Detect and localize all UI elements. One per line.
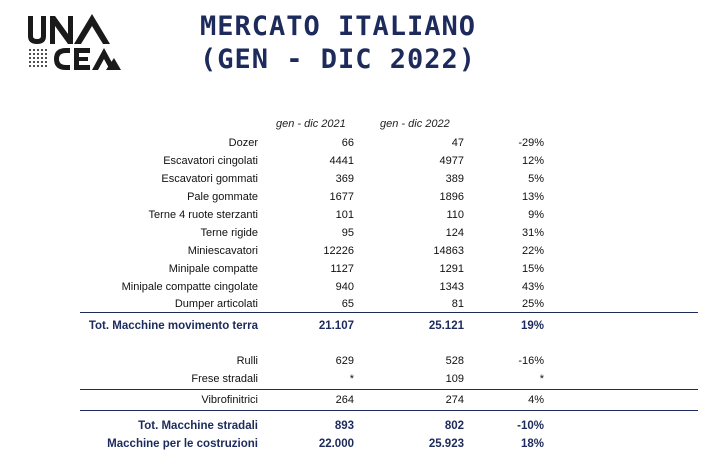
value-2022: 1896	[439, 191, 464, 203]
divider	[80, 389, 698, 390]
table-row	[0, 227, 702, 245]
value-2021: 1677	[329, 191, 354, 203]
value-delta: 9%	[528, 209, 544, 221]
value-2021: 1127	[330, 263, 354, 275]
row-label: Dozer	[228, 137, 258, 149]
row-label: Frese stradali	[191, 373, 258, 385]
row-label: Vibrofinitrici	[201, 394, 258, 406]
value-2021: 4441	[329, 155, 354, 167]
divider	[80, 410, 698, 411]
value-delta: -16%	[518, 355, 544, 367]
value-2021: 95	[341, 227, 354, 239]
table-row	[0, 263, 702, 281]
value-2021: 369	[335, 173, 354, 185]
value-2021: 101	[335, 209, 354, 221]
value-2022: 25.923	[428, 438, 464, 450]
column-header-2021: gen - dic 2021	[276, 118, 346, 130]
value-2021: 66	[341, 137, 354, 149]
value-delta: 5%	[528, 173, 544, 185]
value-2021: 629	[335, 355, 354, 367]
row-label: Tot. Macchine movimento terra	[88, 320, 258, 332]
table-row	[0, 298, 702, 316]
row-label: Macchine per le costruzioni	[107, 438, 258, 450]
value-delta: -29%	[518, 137, 544, 149]
value-2021: *	[349, 373, 354, 385]
value-delta: 43%	[521, 281, 544, 293]
row-label: Rulli	[236, 355, 258, 367]
value-2022: 109	[445, 373, 464, 385]
row-label: Pale gommate	[187, 191, 258, 203]
value-2022: 274	[445, 394, 464, 406]
table-row	[0, 137, 702, 155]
total-row-construction	[0, 438, 702, 456]
page-title	[188, 10, 488, 76]
value-delta: 18%	[520, 438, 544, 450]
value-2022: 802	[444, 420, 464, 432]
value-2022: 124	[445, 227, 464, 239]
total-row-earth-moving	[0, 320, 702, 338]
divider	[80, 312, 698, 313]
value-2022: 47	[451, 137, 464, 149]
table-row	[0, 191, 702, 209]
row-label: Escavatori cingolati	[163, 155, 258, 167]
unacea-logo	[26, 14, 126, 72]
value-2022: 81	[451, 298, 464, 310]
value-2021: 21.107	[318, 320, 354, 332]
value-2022: 1291	[439, 263, 464, 275]
table-row	[0, 245, 702, 263]
value-2022: 1343	[439, 281, 464, 293]
value-2022: 528	[445, 355, 464, 367]
value-2022: 4977	[439, 155, 464, 167]
value-2021: 893	[334, 420, 354, 432]
column-header-2022: gen - dic 2022	[380, 118, 450, 130]
value-delta: 4%	[528, 394, 544, 406]
table-row	[0, 173, 702, 191]
value-delta: 12%	[521, 155, 544, 167]
table-row	[0, 355, 702, 373]
value-delta: 19%	[520, 320, 544, 332]
row-label: Miniescavatori	[187, 245, 258, 257]
title-line-2: (GEN - DIC 2022)	[199, 44, 477, 75]
value-delta: 31%	[521, 227, 544, 239]
value-delta: 13%	[521, 191, 544, 203]
row-label: Minipale compatte	[168, 263, 258, 275]
row-label: Escavatori gommati	[161, 173, 258, 185]
value-delta: -10%	[517, 420, 544, 432]
title-line-1: MERCATO ITALIANO	[199, 11, 477, 42]
value-delta: 25%	[521, 298, 544, 310]
value-delta: *	[539, 373, 544, 385]
value-2021: 65	[341, 298, 354, 310]
value-delta: 22%	[521, 245, 544, 257]
value-delta: 15%	[521, 263, 544, 275]
table-row	[0, 155, 702, 173]
row-label: Tot. Macchine stradali	[138, 420, 258, 432]
value-2021: 22.000	[318, 438, 354, 450]
value-2022: 14863	[433, 245, 464, 257]
row-label: Minipale compatte cingolate	[121, 281, 258, 293]
value-2022: 110	[446, 209, 464, 221]
value-2022: 25.121	[428, 320, 464, 332]
value-2021: 264	[335, 394, 354, 406]
row-label: Terne rigide	[200, 227, 258, 239]
value-2021: 940	[335, 281, 354, 293]
value-2022: 389	[445, 173, 464, 185]
row-label: Dumper articolati	[174, 298, 258, 310]
total-row-road	[0, 420, 702, 438]
table-row	[0, 281, 702, 299]
row-label: Terne 4 ruote sterzanti	[148, 209, 258, 221]
table-row	[0, 209, 702, 227]
value-2021: 12226	[323, 245, 354, 257]
